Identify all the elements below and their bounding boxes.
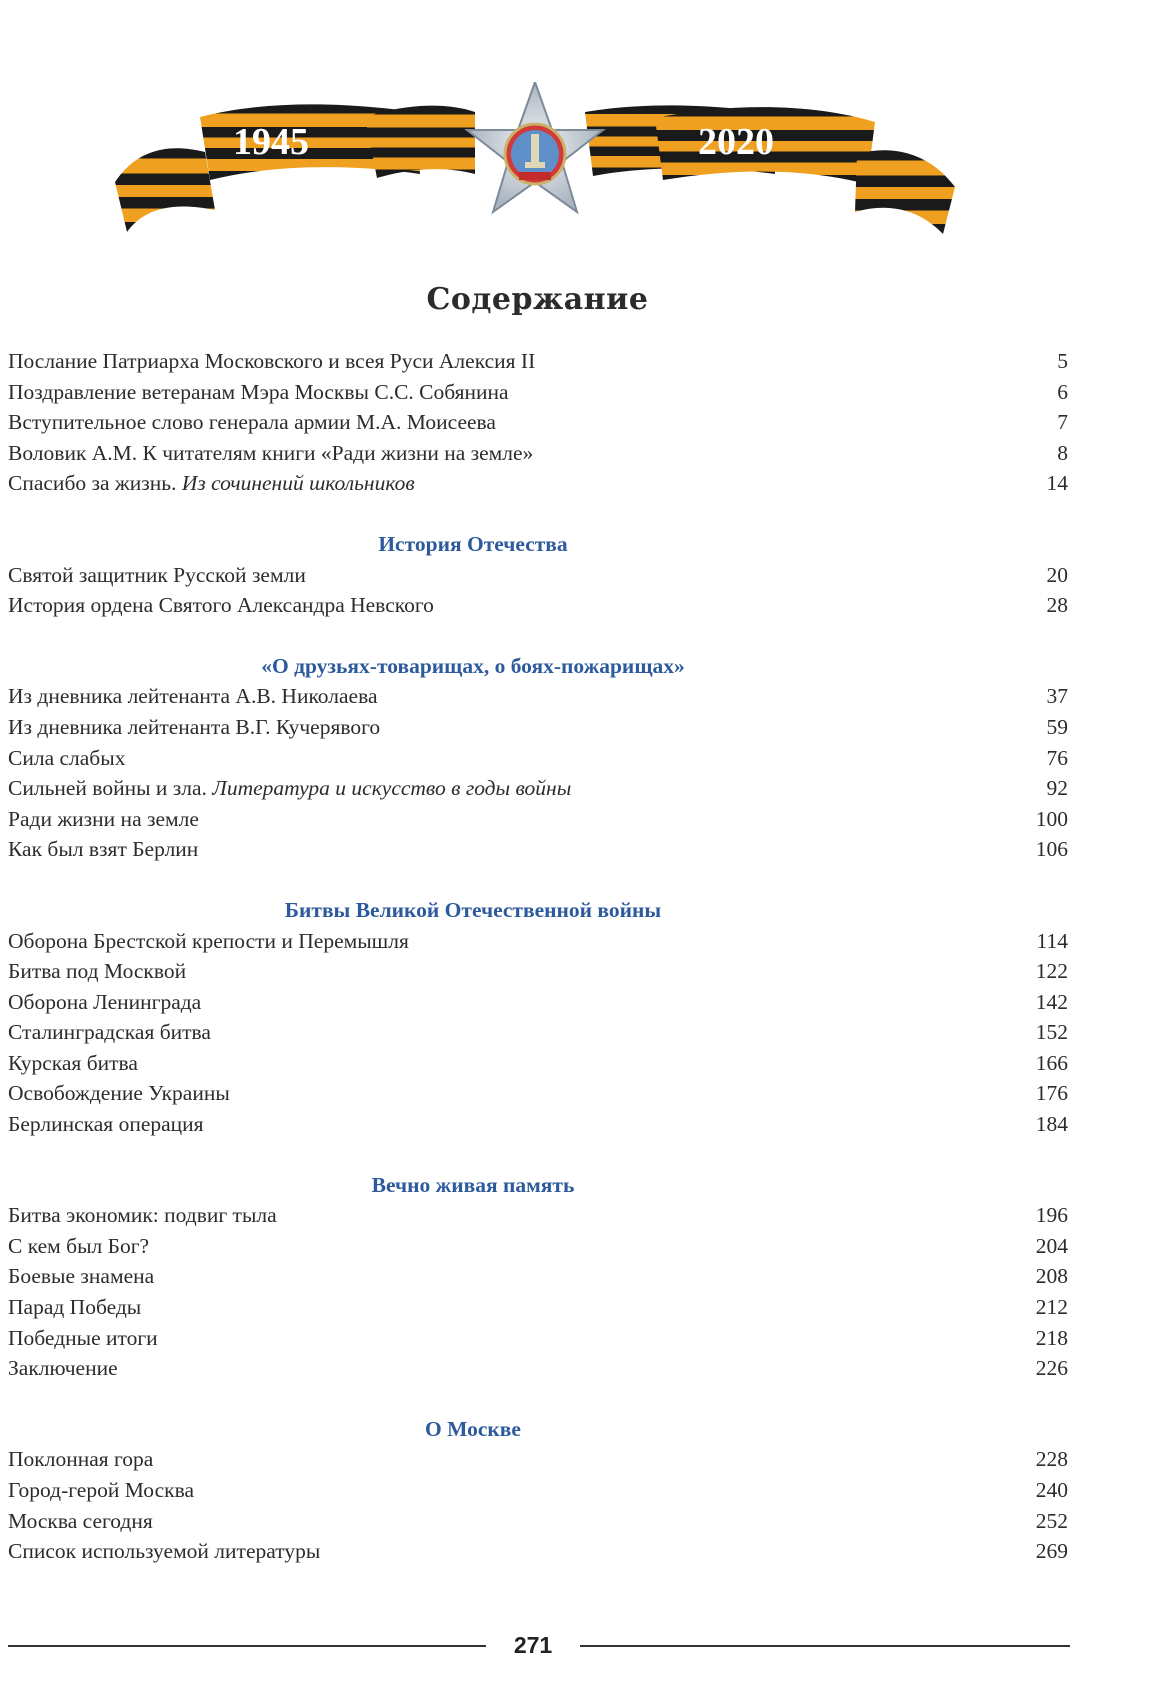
toc-entry-title <box>8 1536 320 1567</box>
page-title: Содержание <box>426 282 649 317</box>
toc-entry-page: 204 <box>1035 1233 1068 1258</box>
toc-entry-title-text: Битва под Москвой <box>8 959 187 984</box>
toc-entry-title <box>8 834 198 865</box>
toc-entry-title <box>8 987 201 1018</box>
toc-entry-title <box>8 590 434 621</box>
toc-entry[interactable] <box>8 1261 1068 1292</box>
toc-entry[interactable] <box>8 1048 1068 1079</box>
toc-entry-title-text: Список используемой литературы <box>8 1539 321 1564</box>
toc-entry-title <box>8 956 186 987</box>
toc-entry-title-text: Послание Патриарха Московского и всея Руси Алексия II <box>8 349 536 373</box>
toc-entry-title <box>8 1048 138 1079</box>
toc-entry-page: 100 <box>1035 806 1068 831</box>
toc-entry-title <box>8 1109 204 1140</box>
toc-section <box>8 1170 1068 1384</box>
toc-entry-title <box>8 681 378 712</box>
toc-entry-page: 37 <box>1046 684 1068 709</box>
toc-section-title: О Москве <box>425 1416 521 1441</box>
toc-entry[interactable] <box>8 1109 1068 1140</box>
toc-entry[interactable] <box>8 1444 1068 1475</box>
toc-entry-page: 28 <box>1046 593 1068 618</box>
toc-entry-page: 240 <box>1035 1478 1068 1502</box>
toc-entry[interactable] <box>8 438 1068 469</box>
toc-entry-title <box>8 1506 153 1537</box>
toc-entry[interactable] <box>8 377 1068 408</box>
toc-entry-title <box>8 926 409 957</box>
toc-entry-title <box>8 1353 118 1384</box>
toc-entry-page: 196 <box>1035 1203 1068 1228</box>
toc-sections <box>8 529 1068 1567</box>
toc-entry-page: 8 <box>1057 440 1068 465</box>
toc-entry-title-italic: Литература и искусство в годы войны <box>212 776 572 801</box>
toc-entry-title <box>8 1231 149 1262</box>
toc-entry-title <box>8 1475 194 1506</box>
order-of-victory-star-icon <box>467 82 603 212</box>
page-footer <box>8 1630 1070 1660</box>
toc-entry-title-text: Сильней войны и зла. <box>8 776 213 801</box>
toc-entry-title <box>8 1200 277 1231</box>
toc-entry-page: 92 <box>1046 776 1068 801</box>
toc-section-title: Вечно живая память <box>371 1172 575 1197</box>
toc-entry[interactable] <box>8 1536 1068 1567</box>
toc-entry-title <box>8 1444 153 1475</box>
toc-entry[interactable] <box>8 1506 1068 1537</box>
toc-entry-title-text: Вступительное слово генерала армии М.А. Моисеева <box>8 410 496 435</box>
toc-section <box>8 529 1068 621</box>
toc-entry-page: 59 <box>1046 714 1068 739</box>
toc-entry-title-text: С кем был Бог? <box>8 1233 150 1258</box>
toc-entry[interactable] <box>8 560 1068 591</box>
toc-entry-title-text: Из дневника лейтенанта В.Г. Кучерявого <box>8 714 381 739</box>
toc-entry-title <box>8 407 496 438</box>
toc-entry-title-text: Из дневника лейтенанта А.В. Николаева <box>8 684 378 709</box>
toc-entry-page: 122 <box>1035 959 1068 984</box>
toc-entry-page: 14 <box>1046 471 1068 496</box>
toc-entry-title-text: Ради жизни на земле <box>8 806 199 831</box>
toc-entry-title-text: Сила слабых <box>8 745 126 770</box>
toc-entry-page: 208 <box>1035 1264 1068 1289</box>
toc-entry-title <box>8 1323 158 1354</box>
toc-entry-title <box>8 1017 211 1048</box>
toc-entry-title-text: Парад Победы <box>8 1295 142 1320</box>
toc-entry-title-text: Берлинская операция <box>8 1112 204 1137</box>
table-of-contents <box>8 346 1068 1567</box>
toc-entry-title <box>8 377 509 408</box>
toc-entry-page: 152 <box>1035 1020 1068 1045</box>
toc-entry-title <box>8 1292 141 1323</box>
toc-entry-title-text: Победные итоги <box>8 1325 158 1350</box>
toc-entry-page: 7 <box>1057 410 1068 435</box>
footer-rule-left <box>8 1645 486 1647</box>
toc-entry-page: 76 <box>1046 745 1068 770</box>
toc-entry[interactable] <box>8 743 1068 774</box>
toc-entry[interactable] <box>8 1017 1068 1048</box>
toc-entry[interactable] <box>8 1475 1068 1506</box>
toc-entry[interactable] <box>8 987 1068 1018</box>
toc-entry-title <box>8 1261 154 1292</box>
toc-section <box>8 651 1068 865</box>
toc-entry-page: 114 <box>1036 928 1068 953</box>
toc-intro-list <box>8 346 1068 499</box>
toc-entry-page: 269 <box>1035 1539 1068 1564</box>
toc-entry-title-text: Поклонная гора <box>8 1447 154 1472</box>
toc-section-title: История Отечества <box>378 531 568 556</box>
toc-entry-title <box>8 804 199 835</box>
toc-entry[interactable] <box>8 712 1068 743</box>
toc-entry-title-text: Как был взят Берлин <box>8 837 199 862</box>
toc-entry-title <box>8 1078 230 1109</box>
toc-entry-page: 106 <box>1035 837 1068 862</box>
toc-entry-title-text: Освобождение Украины <box>8 1081 230 1106</box>
toc-entry[interactable] <box>8 1323 1068 1354</box>
toc-entry-page: 184 <box>1035 1112 1068 1137</box>
page-number: 271 <box>513 1632 553 1658</box>
toc-entry[interactable] <box>8 804 1068 835</box>
footer-rule-right <box>580 1645 1070 1647</box>
toc-entry-title-text: Заключение <box>8 1356 118 1381</box>
toc-entry-title <box>8 468 415 499</box>
toc-entry-title-text: Воловик А.М. К читателям книги «Ради жизни на земле» <box>8 440 534 465</box>
toc-entry[interactable] <box>8 468 1068 499</box>
toc-entry[interactable] <box>8 407 1068 438</box>
toc-entry[interactable] <box>8 1292 1068 1323</box>
toc-entry-page: 226 <box>1035 1356 1068 1381</box>
toc-entry-title <box>8 712 380 743</box>
toc-entry-title-text: Курская битва <box>8 1050 138 1075</box>
toc-entry-title-text: Битва экономик: подвиг тыла <box>8 1203 277 1228</box>
toc-entry[interactable] <box>8 590 1068 621</box>
toc-entry-title-text: Боевые знамена <box>8 1264 155 1289</box>
toc-entry-page: 5 <box>1057 349 1068 373</box>
toc-entry-title-text: Сталинградская битва <box>8 1020 211 1045</box>
toc-entry-page: 142 <box>1035 989 1068 1014</box>
ribbon-graphic <box>115 82 955 237</box>
toc-entry-title-text: Поздравление ветеранам Мэра Москвы С.С. Собянина <box>8 379 509 404</box>
toc-entry[interactable] <box>8 773 1068 804</box>
ribbon-year-right: 2020 <box>698 121 774 163</box>
toc-entry[interactable] <box>8 956 1068 987</box>
toc-entry[interactable] <box>8 1078 1068 1109</box>
toc-entry-page: 20 <box>1046 562 1068 587</box>
ribbon-year-left: 1945 <box>233 121 309 163</box>
toc-entry-title-text: Святой защитник Русской земли <box>8 562 306 587</box>
toc-entry-title-text: Оборона Брестской крепости и Перемышля <box>8 928 409 953</box>
toc-entry[interactable] <box>8 346 1068 377</box>
toc-entry-title <box>8 346 535 377</box>
toc-entry[interactable] <box>8 1353 1068 1384</box>
toc-entry-title-text: Спасибо за жизнь. <box>8 471 182 496</box>
toc-entry-title <box>8 773 571 804</box>
toc-section <box>8 895 1068 1140</box>
toc-entry[interactable] <box>8 1200 1068 1231</box>
toc-entry-page: 176 <box>1035 1081 1068 1106</box>
toc-entry-title <box>8 438 533 469</box>
toc-entry-page: 166 <box>1035 1050 1068 1075</box>
toc-entry-title-italic: Из сочинений школьников <box>181 471 415 496</box>
toc-section-title: «О друзьях-товарищах, о боях-пожарищах» <box>261 653 685 678</box>
toc-entry-title-text: История ордена Святого Александра Невского <box>8 593 434 618</box>
toc-entry-page: 218 <box>1035 1325 1068 1350</box>
toc-entry-title-text: Город-герой Москва <box>8 1478 194 1502</box>
toc-entry-title-text: Москва сегодня <box>8 1508 153 1533</box>
toc-entry[interactable] <box>8 926 1068 957</box>
toc-entry-title <box>8 743 125 774</box>
toc-entry[interactable] <box>8 834 1068 865</box>
toc-entry-page: 228 <box>1035 1447 1068 1472</box>
toc-entry-page: 6 <box>1057 379 1068 404</box>
toc-entry-page: 252 <box>1035 1508 1068 1533</box>
st-george-ribbon-header <box>115 82 955 237</box>
toc-entry[interactable] <box>8 1231 1068 1262</box>
toc-section <box>8 1414 1068 1567</box>
toc-entry[interactable] <box>8 681 1068 712</box>
toc-entry-title-text: Оборона Ленинграда <box>8 989 202 1014</box>
toc-entry-page: 212 <box>1035 1295 1068 1320</box>
toc-section-title: Битвы Великой Отечественной войны <box>284 897 662 922</box>
toc-entry-title <box>8 560 306 591</box>
